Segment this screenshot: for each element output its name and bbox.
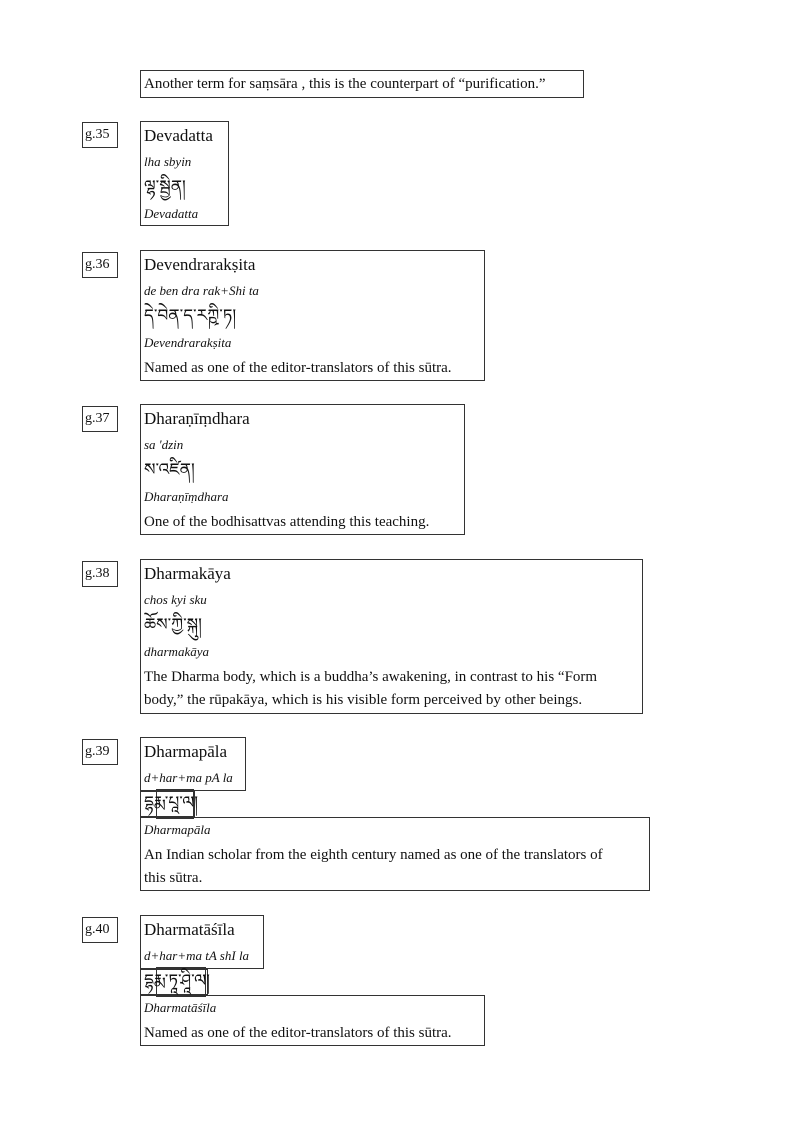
entry-definition-line: An Indian scholar from the eighth century named as one of the translators of xyxy=(144,847,603,863)
entry-wylie: sa 'dzin xyxy=(144,437,184,452)
entry-sanskrit: dharmakāya xyxy=(144,644,209,659)
entry-definition: One of the bodhisattvas attending this teaching. xyxy=(144,514,430,530)
entry-wylie: chos kyi sku xyxy=(144,592,207,607)
entry-tibetan: དྷརྨ་པཱ་ལ། xyxy=(144,793,199,813)
entry-sanskrit: Dharmapāla xyxy=(144,822,211,837)
entry-definition-line: body,” the rūpakāya, which is his visible form perceived by other beings. xyxy=(144,692,583,708)
entry-sanskrit: Dharmatāśīla xyxy=(144,1000,217,1015)
entry-sanskrit: Devendrarakṣita xyxy=(144,335,232,350)
entry-definition: Named as one of the editor-translators of this sūtra. xyxy=(144,1025,452,1041)
entry-wylie: d+har+ma tA shI la xyxy=(144,948,250,963)
entry-term: Devadatta xyxy=(144,126,213,145)
entry-sanskrit: Dharaṇīṃdhara xyxy=(144,489,229,504)
entry-term: Dharaṇīṃdhara xyxy=(144,409,250,428)
entry-id: g.36 xyxy=(85,257,110,272)
entry-definition: Named as one of the editor-translators of this sūtra. xyxy=(144,360,452,376)
entry-tibetan: དྷརྨ་ཏཱ་ཤཱི་ལ། xyxy=(144,971,210,991)
entry-wylie: lha sbyin xyxy=(144,154,192,169)
entry-term: Dharmapāla xyxy=(144,742,228,761)
entry-id: g.35 xyxy=(85,127,110,142)
entry-tibetan: ལྷ་སྦྱིན། xyxy=(144,177,186,197)
entry-term: Dharmatāśīla xyxy=(144,920,235,939)
entry-term: Dharmakāya xyxy=(144,564,231,583)
entry-tibetan: ས་འཛིན། xyxy=(144,460,195,480)
entry-term: Devendrarakṣita xyxy=(144,255,256,274)
entry-tibetan: དེ་བེན་ད་རཀྵི་ཏ། xyxy=(144,306,237,326)
entry-wylie: de ben dra rak+Shi ta xyxy=(144,283,259,298)
intro-definition: Another term for saṃsāra , this is the counterpart of “purification.” xyxy=(144,76,546,92)
entry-id: g.40 xyxy=(85,922,110,937)
entry-definition-line: The Dharma body, which is a buddha’s awakening, in contrast to his “Form xyxy=(144,669,598,685)
entry-wylie: d+har+ma pA la xyxy=(144,770,233,785)
entry-tibetan: ཆོས་ཀྱི་སྐུ། xyxy=(144,615,202,635)
entry-id: g.38 xyxy=(85,566,110,581)
entry-definition-line: this sūtra. xyxy=(144,870,203,886)
entry-sanskrit: Devadatta xyxy=(144,206,199,221)
entry-id: g.37 xyxy=(85,411,110,426)
entry-id: g.39 xyxy=(85,744,110,759)
